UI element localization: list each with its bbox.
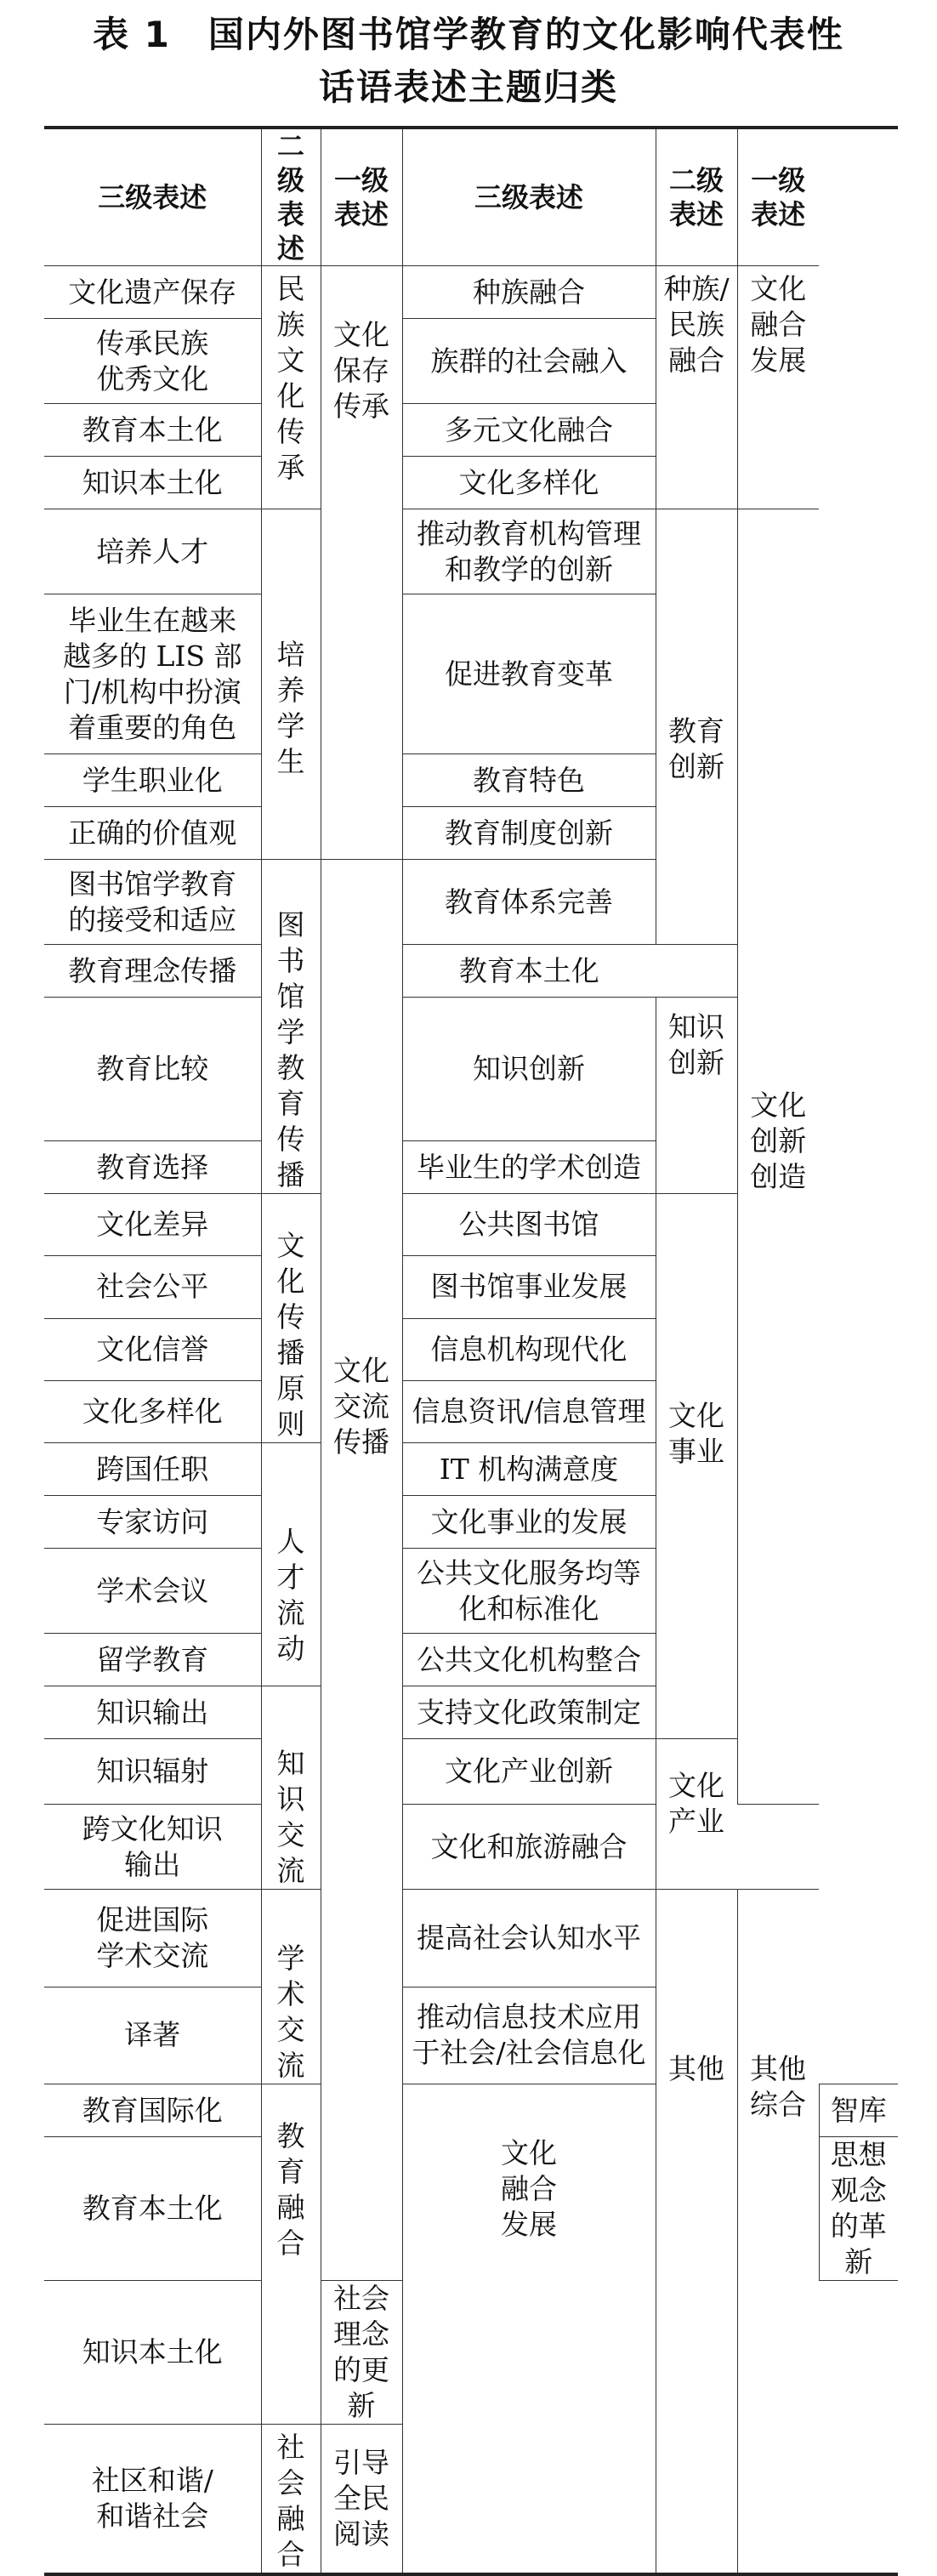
l3-cell <box>402 807 656 860</box>
cell-text-line: 引导全民阅读 <box>333 2446 389 2550</box>
l3-cell <box>402 860 656 945</box>
l3-cell <box>402 1443 656 1496</box>
cell-text-line: 融合 <box>501 2172 557 2205</box>
cell-text-line: 知识辐射 <box>96 1754 209 1788</box>
l2-cell <box>261 266 321 509</box>
cell-text-line: 推动信息技术应用 <box>417 2000 641 2034</box>
l3-cell <box>44 1380 261 1442</box>
cell-text-line: 社区和谐/ <box>91 2464 213 2497</box>
cell-text-line: 教育本土化 <box>458 953 599 987</box>
cell-text-line: 教育特色 <box>473 763 585 797</box>
l2-cell <box>261 1443 321 1686</box>
cell-text-line: 学术交流 <box>96 1938 209 1972</box>
cell-text-line: 学生 <box>276 709 305 778</box>
l3-cell <box>44 2137 261 2281</box>
cell-text-line: 教育体系完善 <box>445 884 613 918</box>
cell-text-line: 化和标准化 <box>458 1591 599 1625</box>
l3-cell <box>402 319 656 404</box>
cell-text-line: 文化产业创新 <box>445 1754 613 1788</box>
cell-text-line: 社会理念的更新 <box>333 2282 389 2422</box>
cell-text-line: 支持文化政策制定 <box>417 1695 641 1729</box>
l3-cell <box>44 1739 261 1805</box>
l1-cell <box>737 266 819 509</box>
cell-text-line: 表述 <box>333 198 389 230</box>
l3-cell <box>402 1634 656 1686</box>
l3-cell <box>44 754 261 807</box>
cell-text-line: 教育 <box>276 1051 305 1120</box>
l3-cell <box>402 1890 656 1987</box>
cell-text-line: 图书馆事业发展 <box>430 1270 628 1304</box>
cell-text-line: 馆学 <box>276 980 305 1049</box>
cell-text-line: 促进教育变革 <box>445 657 613 691</box>
l2-cell <box>656 509 737 945</box>
l3-cell <box>819 2137 898 2281</box>
cell-text-line: 教育理念传播 <box>68 953 237 987</box>
cell-text-line: 文化遗产保存 <box>68 275 237 309</box>
cell-text-line: 毕业生的学术创造 <box>417 1150 641 1184</box>
l1-cell <box>402 2084 656 2575</box>
l3-cell <box>402 1141 656 1194</box>
l2-cell <box>261 509 321 860</box>
l2-cell <box>261 1686 321 1890</box>
table-row <box>44 1890 898 1987</box>
table-caption-line-1: 表 1 国内外图书馆学教育的文化影响代表性 <box>93 14 844 55</box>
l3-cell <box>44 2281 261 2425</box>
cell-text-line: 文化事业的发展 <box>430 1504 628 1538</box>
cell-text-line: 融合 <box>276 2502 305 2571</box>
cell-text-line: 传承 <box>333 390 389 423</box>
cell-text-line: 传播 <box>333 1425 389 1459</box>
theme-classification-table <box>44 126 898 2576</box>
l3-cell <box>44 509 261 594</box>
cell-text-line: 民族 <box>668 308 724 341</box>
cell-text-line: 文化多样化 <box>82 1394 223 1428</box>
cell-text-line: 促进国际 <box>96 1902 209 1936</box>
cell-text-line: 创造 <box>750 1160 807 1193</box>
l3-cell <box>44 1318 261 1380</box>
cell-text-line: 文化 <box>333 1354 389 1387</box>
cell-text-line: 综合 <box>750 2088 806 2121</box>
l3-cell <box>44 319 261 404</box>
cell-text-line: 文化和旅游融合 <box>430 1829 628 1863</box>
cell-text-line: 教育本土化 <box>82 412 223 446</box>
cell-text-line: 推动教育机构管理 <box>417 516 641 550</box>
l2-cell <box>261 1194 321 1443</box>
cell-text-line: 种族/ <box>663 272 730 305</box>
l2-cell <box>261 860 321 1194</box>
cell-text-line: 学术 <box>276 1942 305 2010</box>
cell-text-line: 交流 <box>333 1390 389 1423</box>
cell-text-line: 和谐社会 <box>96 2499 209 2533</box>
cell-text-line: 传播 <box>276 1123 305 1191</box>
l2-cell <box>656 1890 737 2575</box>
cell-text-line: 文化 <box>668 1769 724 1802</box>
cell-text-line: 培养 <box>276 638 305 707</box>
cell-text-line: 毕业生在越来 <box>68 603 237 637</box>
cell-text-line: 越多的 LIS 部 <box>62 639 242 673</box>
table-row <box>44 509 898 594</box>
l3-cell <box>819 2084 898 2137</box>
l2-cell <box>656 1194 737 1739</box>
cell-text-line: 融合 <box>668 344 724 377</box>
cell-text-line: 交流 <box>276 2013 305 2082</box>
cell-text-line: 教育本土化 <box>82 2192 223 2225</box>
cell-text-line: 产业 <box>668 1805 724 1838</box>
cell-text-line: 一级 <box>751 164 806 196</box>
cell-text-line: 融合 <box>276 2191 305 2260</box>
l1-cell <box>737 1890 819 2575</box>
l3-cell <box>44 1805 261 1890</box>
cell-text-line: 社会公平 <box>96 1270 209 1304</box>
l3-cell <box>44 945 261 998</box>
cell-text-line: 族群的社会融入 <box>430 344 628 378</box>
cell-text-line: 图书 <box>276 908 305 977</box>
cell-text-line: 教育 <box>668 714 724 748</box>
cell-text-line: 于社会/社会信息化 <box>412 2036 646 2070</box>
l3-cell <box>44 998 261 1141</box>
cell-text-line: 知识创新 <box>473 1052 585 1085</box>
cell-text-line: 公共图书馆 <box>458 1208 599 1242</box>
cell-text-line: 输出 <box>124 1847 181 1881</box>
cell-text-line: 一级 <box>333 164 389 196</box>
l3-cell <box>402 1496 656 1549</box>
cell-text-line: 公共文化服务均等 <box>417 1555 641 1589</box>
cell-text-line: 社会 <box>276 2431 305 2499</box>
cell-text-line: 和教学的创新 <box>445 552 613 586</box>
l1-cell <box>321 860 402 2281</box>
cell-text-line: 知识本土化 <box>82 2335 223 2368</box>
l3-cell <box>44 266 261 319</box>
cell-text-line: 发展 <box>501 2208 557 2241</box>
l3-cell <box>402 404 656 457</box>
cell-text-line: 流动 <box>276 1596 305 1665</box>
cell-text-line: 传播 <box>276 1300 305 1369</box>
cell-text-line: 文化 <box>501 2136 557 2169</box>
cell-text-line: 图书馆学教育 <box>68 867 237 901</box>
table-row <box>44 266 898 319</box>
cell-text-line: 提高社会认知水平 <box>417 1920 641 1954</box>
cell-text-line: 培养人才 <box>96 534 209 568</box>
l3-cell <box>402 1739 656 1805</box>
l3-cell <box>44 594 261 754</box>
cell-text-line: 公共文化机构整合 <box>417 1642 641 1676</box>
cell-text-line: 表述 <box>668 198 724 230</box>
table-row <box>44 1805 898 1890</box>
l3-cell <box>44 2084 261 2137</box>
l3-cell <box>44 1987 261 2084</box>
cell-text-line: 种族融合 <box>473 275 585 309</box>
l3-cell <box>44 404 261 457</box>
cell-text-line: 创新 <box>668 750 724 783</box>
cell-text-line: 表述 <box>751 198 806 230</box>
l1-cell <box>321 266 402 860</box>
cell-text-line: 知识 <box>668 1010 724 1043</box>
cell-text-line: 创新 <box>750 1124 807 1157</box>
l3-cell <box>402 457 656 509</box>
l2-cell <box>656 998 737 1194</box>
cell-text-line: 文化 <box>333 318 389 351</box>
cell-text-line: 知识本土化 <box>82 465 223 499</box>
cell-text-line: 知识输出 <box>96 1695 209 1729</box>
l3-cell <box>44 1549 261 1634</box>
cell-text-line: 发展 <box>750 344 807 377</box>
cell-text-line: 传承民族 <box>96 326 209 360</box>
l3-cell <box>321 2425 402 2575</box>
l3-cell <box>402 1987 656 2084</box>
cell-text-line: 信息资讯/信息管理 <box>412 1394 646 1428</box>
header-level2-right <box>656 128 737 266</box>
l3-cell <box>402 754 656 807</box>
l3-cell <box>402 594 656 754</box>
cell-text-line: 译著 <box>124 2018 181 2052</box>
cell-text-line: 创新 <box>668 1046 724 1079</box>
cell-text-line: 信息机构现代化 <box>430 1332 628 1366</box>
l3-cell <box>402 509 656 594</box>
cell-text-line: 门/机构中扮演 <box>63 674 241 708</box>
l3-cell <box>44 2425 261 2575</box>
cell-text-line: 着重要的角色 <box>68 710 237 744</box>
cell-text-line: 跨文化知识 <box>82 1811 223 1845</box>
l3-cell <box>402 1686 656 1739</box>
cell-text-line: 保存 <box>333 354 389 387</box>
l3-cell <box>402 1318 656 1380</box>
cell-text-line: 教育国际化 <box>82 2093 223 2127</box>
cell-text-line: 原则 <box>276 1372 305 1441</box>
cell-text-line: 传承 <box>276 415 305 484</box>
l3-cell <box>321 2281 402 2425</box>
header-level1-left <box>321 128 402 266</box>
l3-cell <box>44 1890 261 1987</box>
l3-cell <box>44 457 261 509</box>
l2-cell <box>261 2425 321 2575</box>
cell-text-line: 文化多样化 <box>458 465 599 499</box>
l3-cell <box>402 1256 656 1318</box>
cell-text-line: 智库 <box>830 2093 887 2127</box>
l2-cell <box>261 2084 321 2425</box>
cell-text-line: IT 机构满意度 <box>439 1452 619 1486</box>
l3-cell <box>402 1380 656 1442</box>
cell-text-line: 事业 <box>668 1435 724 1468</box>
cell-text-line: 人才 <box>276 1525 305 1594</box>
l3-cell <box>44 1634 261 1686</box>
l3-cell <box>44 807 261 860</box>
cell-text-line: 教育制度创新 <box>445 816 613 850</box>
cell-text-line: 留学教育 <box>96 1642 209 1676</box>
l3-cell <box>44 1686 261 1739</box>
cell-text-line: 文化 <box>750 272 807 305</box>
cell-text-line: 文化 <box>750 1089 807 1122</box>
l3-cell <box>44 1256 261 1318</box>
cell-text-line: 教育选择 <box>96 1150 209 1184</box>
cell-text-line: 其他 <box>750 2052 806 2085</box>
l3-cell <box>402 266 656 319</box>
cell-text-line: 民族 <box>276 272 305 341</box>
cell-text-line: 优秀文化 <box>96 361 209 395</box>
cell-text-line: 教育比较 <box>96 1052 209 1085</box>
cell-text-line: 学生职业化 <box>82 763 223 797</box>
cell-text-line: 融合 <box>750 308 807 341</box>
table-caption-line-2: 话语表述主题归类 <box>318 66 618 108</box>
header-level3-left: 三级表述 <box>44 128 261 266</box>
l3-cell <box>402 1805 656 1890</box>
l2-cell <box>656 1739 737 1890</box>
cell-text-line: 专家访问 <box>96 1504 209 1538</box>
header-level2-left <box>261 128 321 266</box>
cell-text-line: 的接受和适应 <box>68 902 237 936</box>
cell-text-line: 文化 <box>668 1399 724 1432</box>
l1-cell <box>737 509 819 1805</box>
header-level1-right <box>737 128 819 266</box>
l3-cell <box>402 998 656 1141</box>
header-level3-right: 三级表述 <box>402 128 656 266</box>
l3-cell <box>402 1549 656 1634</box>
cell-text-line: 文化信誉 <box>96 1332 209 1366</box>
l2-cell <box>656 266 737 509</box>
l3-cell <box>402 1194 656 1256</box>
cell-text-line: 思想观念的革新 <box>830 2138 887 2278</box>
cell-text-line: 知识 <box>276 1747 305 1816</box>
cell-text-line: 表述 <box>276 198 304 264</box>
l3-cell <box>402 945 656 998</box>
header-row <box>44 128 898 266</box>
cell-text-line: 文化 <box>276 1229 305 1298</box>
l3-cell <box>44 1496 261 1549</box>
l2-cell <box>261 1890 321 2084</box>
cell-text-line: 其他 <box>668 2052 724 2085</box>
cell-text-line: 学术会议 <box>96 1573 209 1607</box>
l3-cell <box>44 1194 261 1256</box>
cell-text-line: 跨国任职 <box>96 1452 209 1486</box>
cell-text-line: 文化差异 <box>96 1208 209 1242</box>
cell-text-line: 正确的价值观 <box>68 816 237 850</box>
l3-cell <box>44 860 261 945</box>
cell-text-line: 二级 <box>276 130 304 196</box>
cell-text-line: 交流 <box>276 1818 305 1887</box>
cell-text-line: 文化 <box>276 344 305 412</box>
l3-cell <box>44 1141 261 1194</box>
cell-text-line: 教育 <box>276 2119 305 2188</box>
cell-text-line: 二级 <box>668 164 724 196</box>
cell-text-line: 多元文化融合 <box>445 412 613 446</box>
l3-cell <box>44 1443 261 1496</box>
